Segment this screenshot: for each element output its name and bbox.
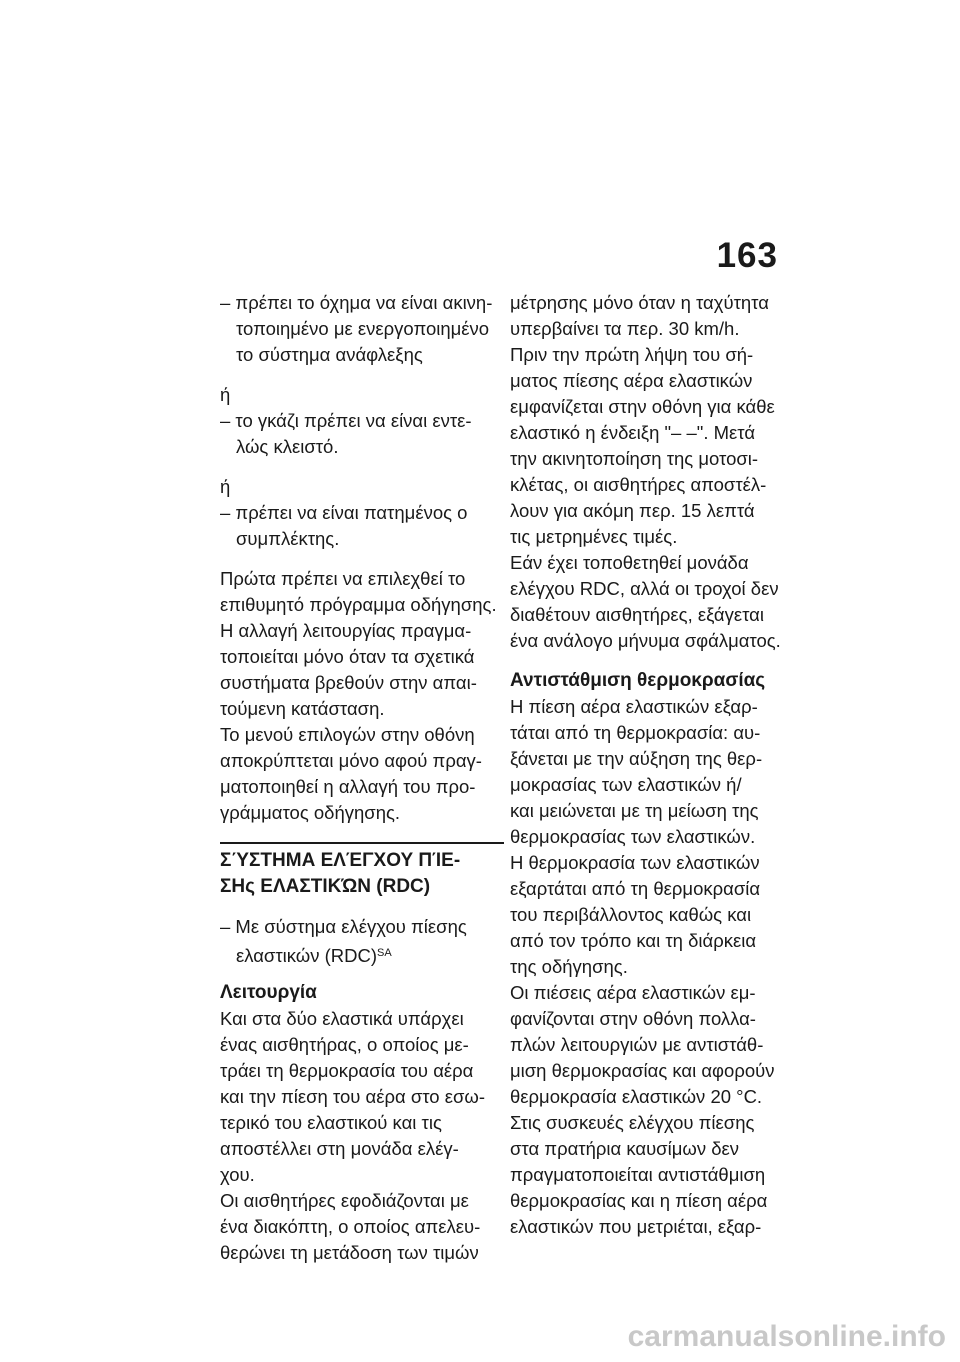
section-heading-line: ΣΗς ΕΛΑΣΤΙΚΏΝ (RDC) [220,876,431,897]
paragraph-line: θερμοκρασίας των ελαστικών. [510,826,756,847]
paragraph-line: την ακινητοποίηση της μοτοσι- [510,448,759,469]
paragraph-line: στα πρατήρια καυσίμων δεν [510,1138,740,1159]
paragraph-line: υπερβαίνει τα περ. 30 km/h. [510,318,740,339]
paragraph-line: ένα ανάλογο μήνυμα σφάλματος. [510,630,781,651]
list-item-continuation: το σύστημα ανάφλεξης [236,344,423,365]
paragraph-line: Πριν την πρώτη λήψη του σή- [510,344,754,365]
subheading: Αντιστάθμιση θερμοκρασίας [510,670,766,691]
paragraph-line: ματοποιηθεί η αλλαγή του προ- [220,776,476,797]
paragraph-line: λουν για ακόμη περ. 15 λεπτά [510,500,755,521]
paragraph-line: τοποιείται μόνο όταν τα σχετικά [220,646,475,667]
sa-marker: SA [377,947,392,959]
paragraph-line: ξάνεται με την αύξηση της θερ- [510,748,763,769]
paragraph-line: Πρώτα πρέπει να επιλεχθεί το [220,568,466,589]
paragraph-line: Η θερμοκρασία των ελαστικών [510,852,760,873]
paragraph-line: τις μετρημένες τιμές. [510,526,678,547]
section-heading [220,842,504,900]
subheading: Λειτουργία [220,982,317,1003]
paragraph-line: Οι πιέσεις αέρα ελαστικών εμ- [510,982,756,1003]
paragraph-line: του περιβάλλοντος καθώς και [510,904,752,925]
list-item-continuation: λώς κλειστό. [236,436,339,457]
list-item-continuation: τοποιημένο με ενεργοποιημένο [236,318,490,339]
paragraph-line: επιθυμητό πρόγραμμα οδήγησης. [220,594,497,615]
paragraph-line: εμφανίζεται στην οθόνη για κάθε [510,396,775,417]
paragraph-line: ελαστικών που μετριέται, εξαρ- [510,1216,762,1237]
paragraph-line: ελέγχου RDC, αλλά οι τροχοί δεν [510,578,779,599]
paragraph-line: ματος πίεσης αέρα ελαστικών [510,370,753,391]
page-number: 163 [716,236,778,275]
paragraph-line: Η αλλαγή λειτουργίας πραγμα- [220,620,472,641]
paragraph-line: ένας αισθητήρας, ο οποίος με- [220,1034,469,1055]
list-item-text: ελαστικών (RDC) [236,945,378,966]
or-separator: ή [220,384,231,405]
paragraph-line: Η πίεση αέρα ελαστικών εξαρ- [510,696,758,717]
paragraph-line: μιση θερμοκρασίας και αφορούν [510,1060,775,1081]
paragraph-line: τάται από τη θερμοκρασία: αυ- [510,722,761,743]
paragraph-line: θερμοκρασία ελαστικών 20 °C. [510,1086,763,1107]
section-heading-line: ΣΎΣΤΗΜΑ ΕΛΈΓΧΟΥ ΠΊΕ- [220,850,461,871]
paragraph-line: Και στα δύο ελαστικά υπάρχει [220,1008,464,1029]
paragraph-line: ελαστικό η ένδειξη "– –". Μετά [510,422,756,443]
paragraph-line: Στις συσκευές ελέγχου πίεσης [510,1112,755,1133]
paragraph-line: συστήματα βρεθούν στην απαι- [220,672,477,693]
paragraph-line: πλών λειτουργιών με αντιστάθ- [510,1034,764,1055]
paragraph-line: τράει τη θερμοκρασία του αέρα [220,1060,474,1081]
list-item-continuation [220,940,504,966]
paragraph-line: γράμματος οδήγησης. [220,802,401,823]
paragraph-line: Εάν έχει τοποθετηθεί μονάδα [510,552,749,573]
paragraph-line: θερώνει τη μετάδοση των τιμών [220,1242,479,1263]
paragraph-line: μέτρησης μόνο όταν η ταχύτητα [510,292,769,313]
paragraph-line: Το μενού επιλογών στην οθόνη [220,724,475,745]
list-item: – πρέπει το όχημα να είναι ακινη- [220,292,493,313]
paragraph-line: χου. [220,1164,255,1185]
watermark: carmanualsonline.info [627,1320,946,1353]
paragraph-line: και μειώνεται με τη μείωση της [510,800,759,821]
paragraph-line: θερμοκρασίας και η πίεση αέρα [510,1190,768,1211]
left-column [220,290,504,1266]
paragraph-line: φανίζονται στην οθόνη πολλα- [510,1008,756,1029]
paragraph-line: αποκρύπτεται μόνο αφού πραγ- [220,750,482,771]
paragraph-line: αποστέλλει στη μονάδα ελέγ- [220,1138,459,1159]
list-item: – Με σύστημα ελέγχου πίεσης [220,916,467,937]
list-item: – το γκάζι πρέπει να είναι εντε- [220,410,472,431]
paragraph-line: από τον τρόπο και τη διάρκεια [510,930,757,951]
paragraph-line: τερικό του ελαστικού και τις [220,1112,442,1133]
right-column [510,290,794,1240]
or-separator: ή [220,476,231,497]
paragraph-line: μοκρασίας των ελαστικών ή/ [510,774,742,795]
paragraph-line: εξαρτάται από τη θερμοκρασία [510,878,761,899]
paragraph-line: Οι αισθητήρες εφοδιάζονται με [220,1190,469,1211]
paragraph-line: διαθέτουν αισθητήρες, εξάγεται [510,604,764,625]
paragraph-line: ένα διακόπτη, ο οποίος απελευ- [220,1216,481,1237]
paragraph-line: κλέτας, οι αισθητήρες αποστέλ- [510,474,767,495]
paragraph-line: της οδήγησης. [510,956,628,977]
list-item-continuation: συμπλέκτης. [236,528,340,549]
list-item: – πρέπει να είναι πατημένος ο [220,502,468,523]
paragraph-line: πραγματοποιείται αντιστάθμιση [510,1164,766,1185]
paragraph-line: τούμενη κατάσταση. [220,698,385,719]
paragraph-line: και την πίεση του αέρα στο εσω- [220,1086,485,1107]
